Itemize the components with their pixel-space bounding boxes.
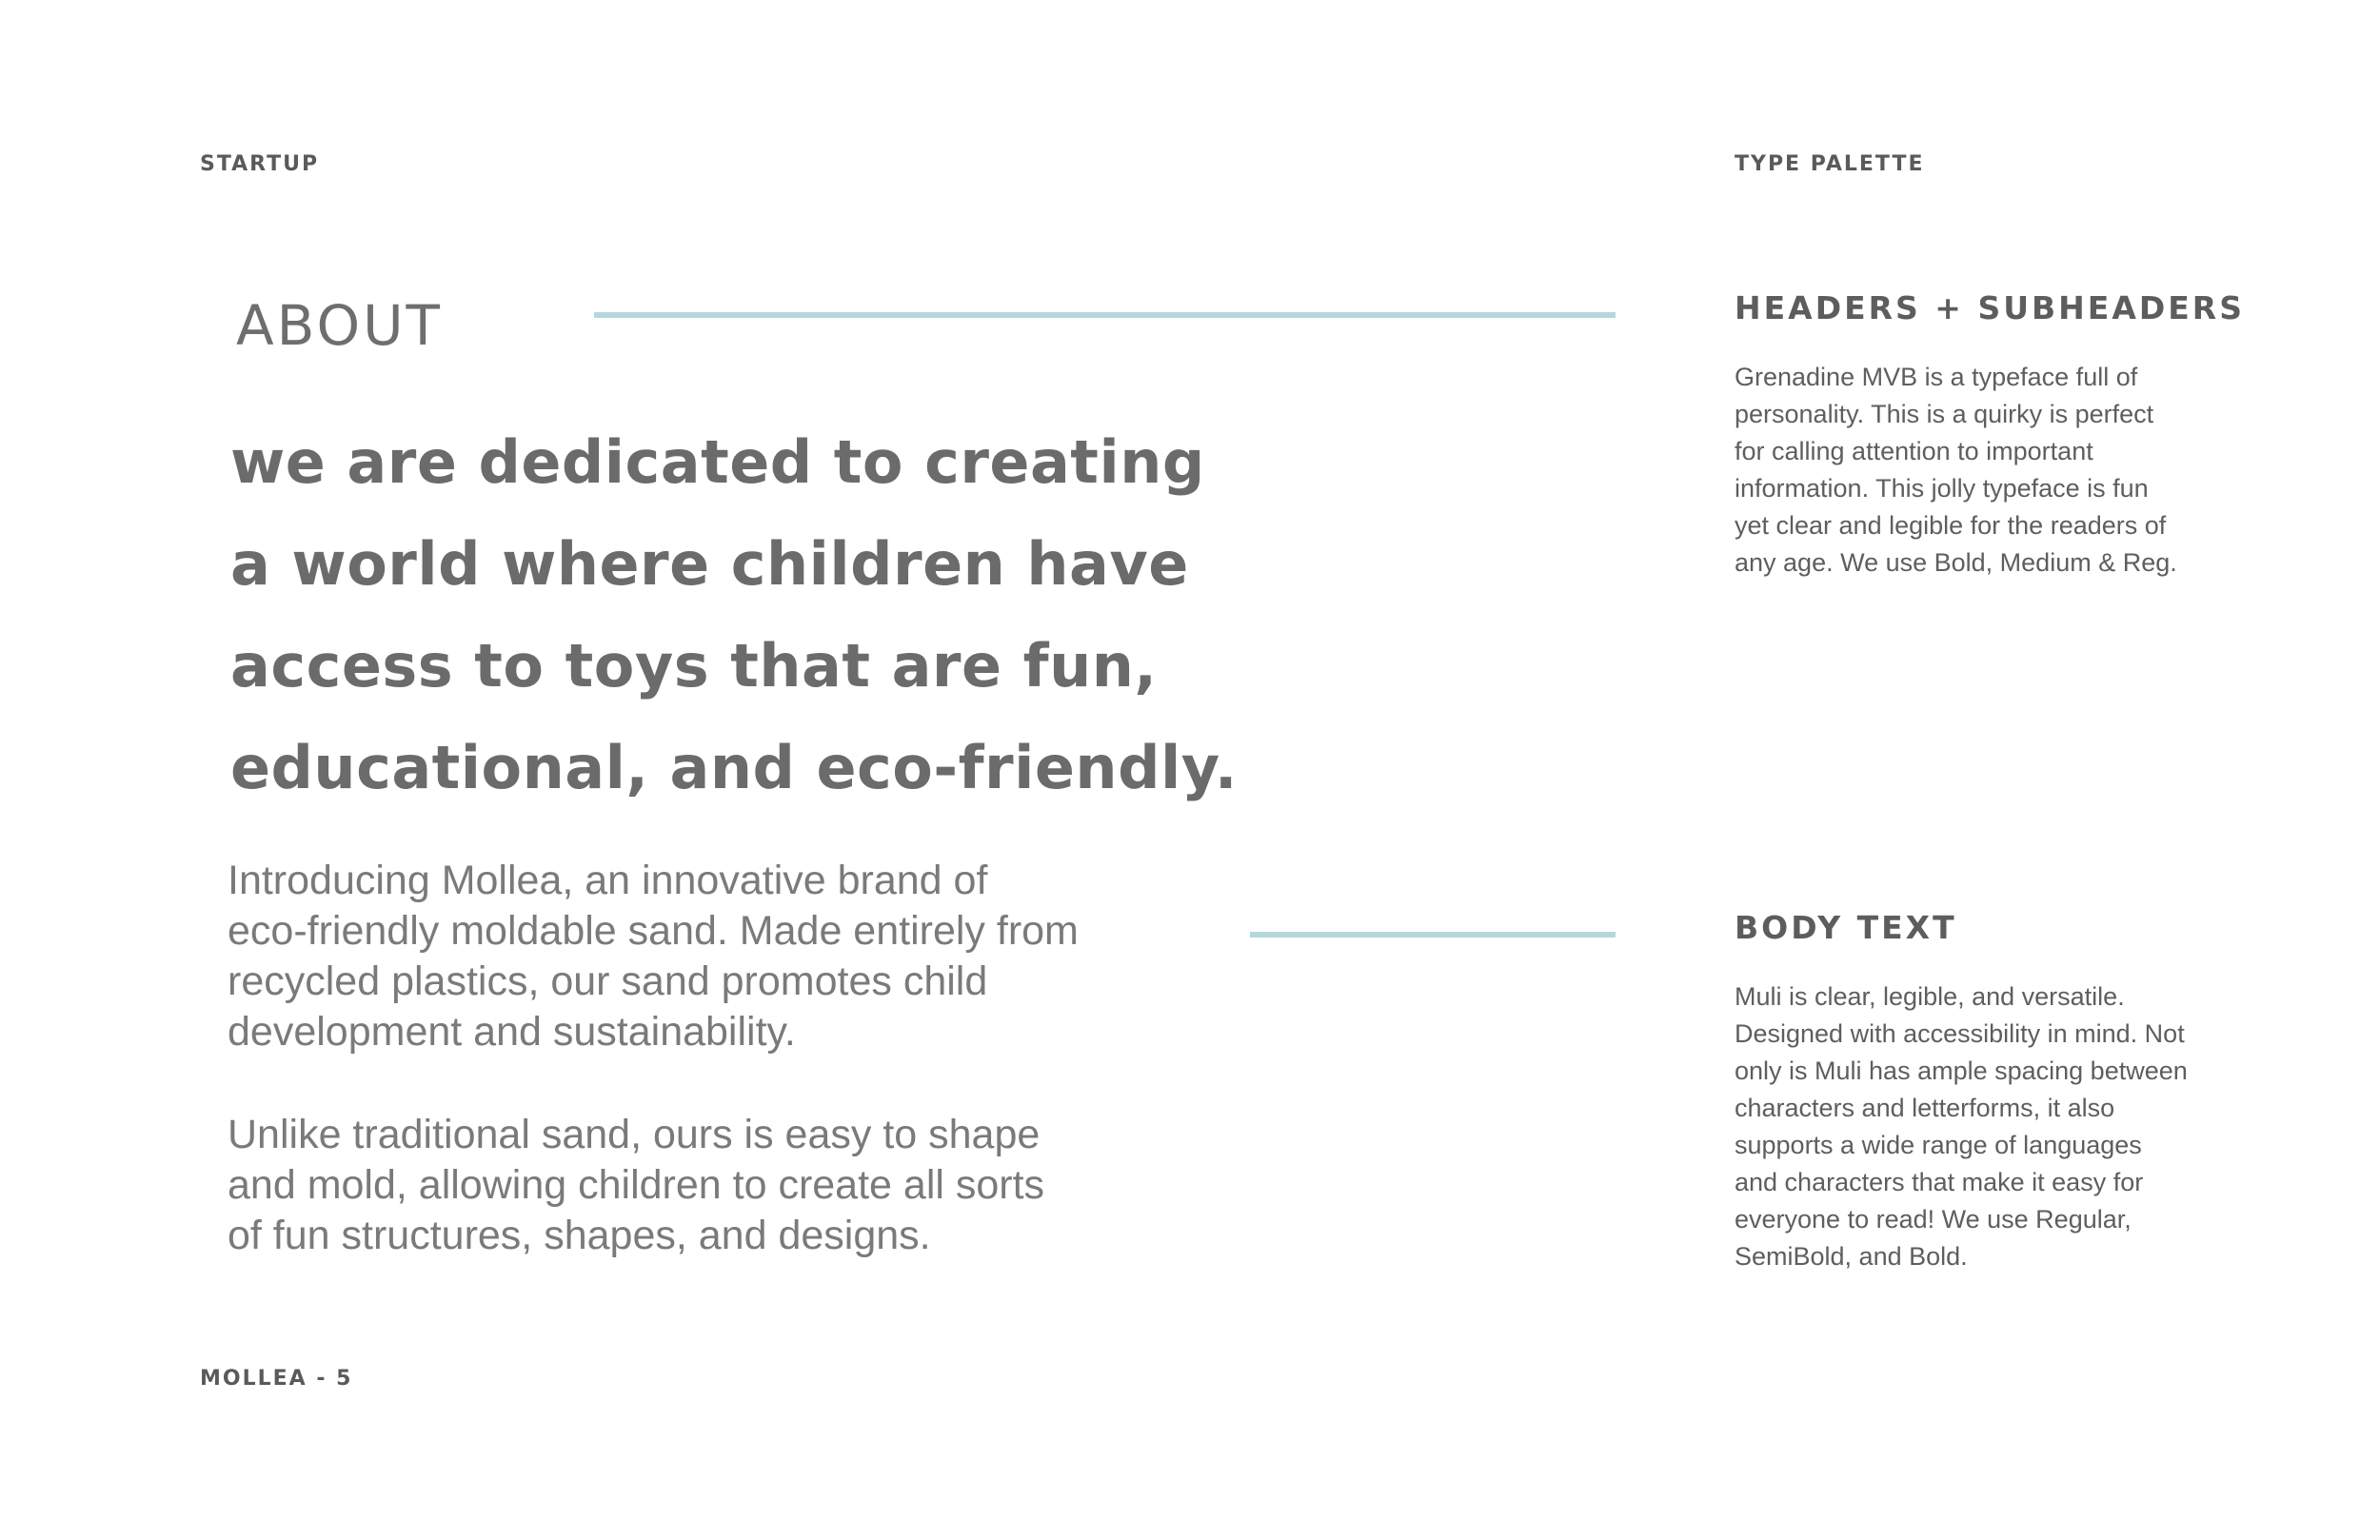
description-line: characters and letterforms, it also bbox=[1735, 1094, 2115, 1122]
headline-line: educational, and eco-friendly. bbox=[230, 733, 1238, 802]
headers-subheaders-title: HEADERS + SUBHEADERS bbox=[1735, 289, 2245, 326]
description-line: everyone to read! We use Regular, bbox=[1735, 1205, 2132, 1234]
palette-label: TYPE PALETTE bbox=[1735, 152, 1925, 176]
description-line: Designed with accessibility in mind. Not bbox=[1735, 1019, 2185, 1048]
headline-line: access to toys that are fun, bbox=[230, 631, 1158, 701]
paragraph-line: Introducing Mollea, an innovative brand of bbox=[228, 858, 988, 903]
description-line: personality. This is a quirky is perfect bbox=[1735, 400, 2154, 428]
about-headline bbox=[230, 411, 1468, 819]
description-line: Muli is clear, legible, and versatile. bbox=[1735, 982, 2125, 1011]
about-title: ABOUT bbox=[236, 293, 443, 358]
paragraph-line: eco-friendly moldable sand. Made entirely from bbox=[228, 908, 1079, 954]
section-label: STARTUP bbox=[200, 152, 320, 176]
description-line: SemiBold, and Bold. bbox=[1735, 1242, 1968, 1271]
description-line: Grenadine MVB is a typeface full of bbox=[1735, 363, 2138, 391]
description-line: information. This jolly typeface is fun bbox=[1735, 474, 2149, 503]
description-line: any age. We use Bold, Medium & Reg. bbox=[1735, 548, 2177, 577]
body-text-title: BODY TEXT bbox=[1735, 909, 1957, 946]
description-line: supports a wide range of languages bbox=[1735, 1131, 2142, 1159]
about-rule bbox=[594, 312, 1616, 318]
body-text-description bbox=[1735, 978, 2230, 1275]
page-footer-label: MOLLEA - 5 bbox=[200, 1367, 353, 1391]
description-line: only is Muli has ample spacing between bbox=[1735, 1056, 2188, 1085]
intro-paragraph-1 bbox=[228, 856, 1275, 1057]
headers-description bbox=[1735, 359, 2230, 582]
paragraph-line: recycled plastics, our sand promotes child bbox=[228, 958, 988, 1004]
intro-paragraph-2 bbox=[228, 1110, 1275, 1261]
paragraph-line: Unlike traditional sand, ours is easy to shape bbox=[228, 1112, 1041, 1157]
headline-line: we are dedicated to creating bbox=[230, 427, 1205, 497]
intro-rule bbox=[1250, 932, 1616, 938]
paragraph-line: development and sustainability. bbox=[228, 1009, 796, 1055]
description-line: yet clear and legible for the readers of bbox=[1735, 511, 2167, 540]
paragraph-line: and mold, allowing children to create all sorts bbox=[228, 1162, 1045, 1208]
paragraph-line: of fun structures, shapes, and designs. bbox=[228, 1213, 931, 1258]
description-line: and characters that make it easy for bbox=[1735, 1168, 2144, 1196]
description-line: for calling attention to important bbox=[1735, 437, 2093, 465]
headline-line: a world where children have bbox=[230, 529, 1189, 599]
